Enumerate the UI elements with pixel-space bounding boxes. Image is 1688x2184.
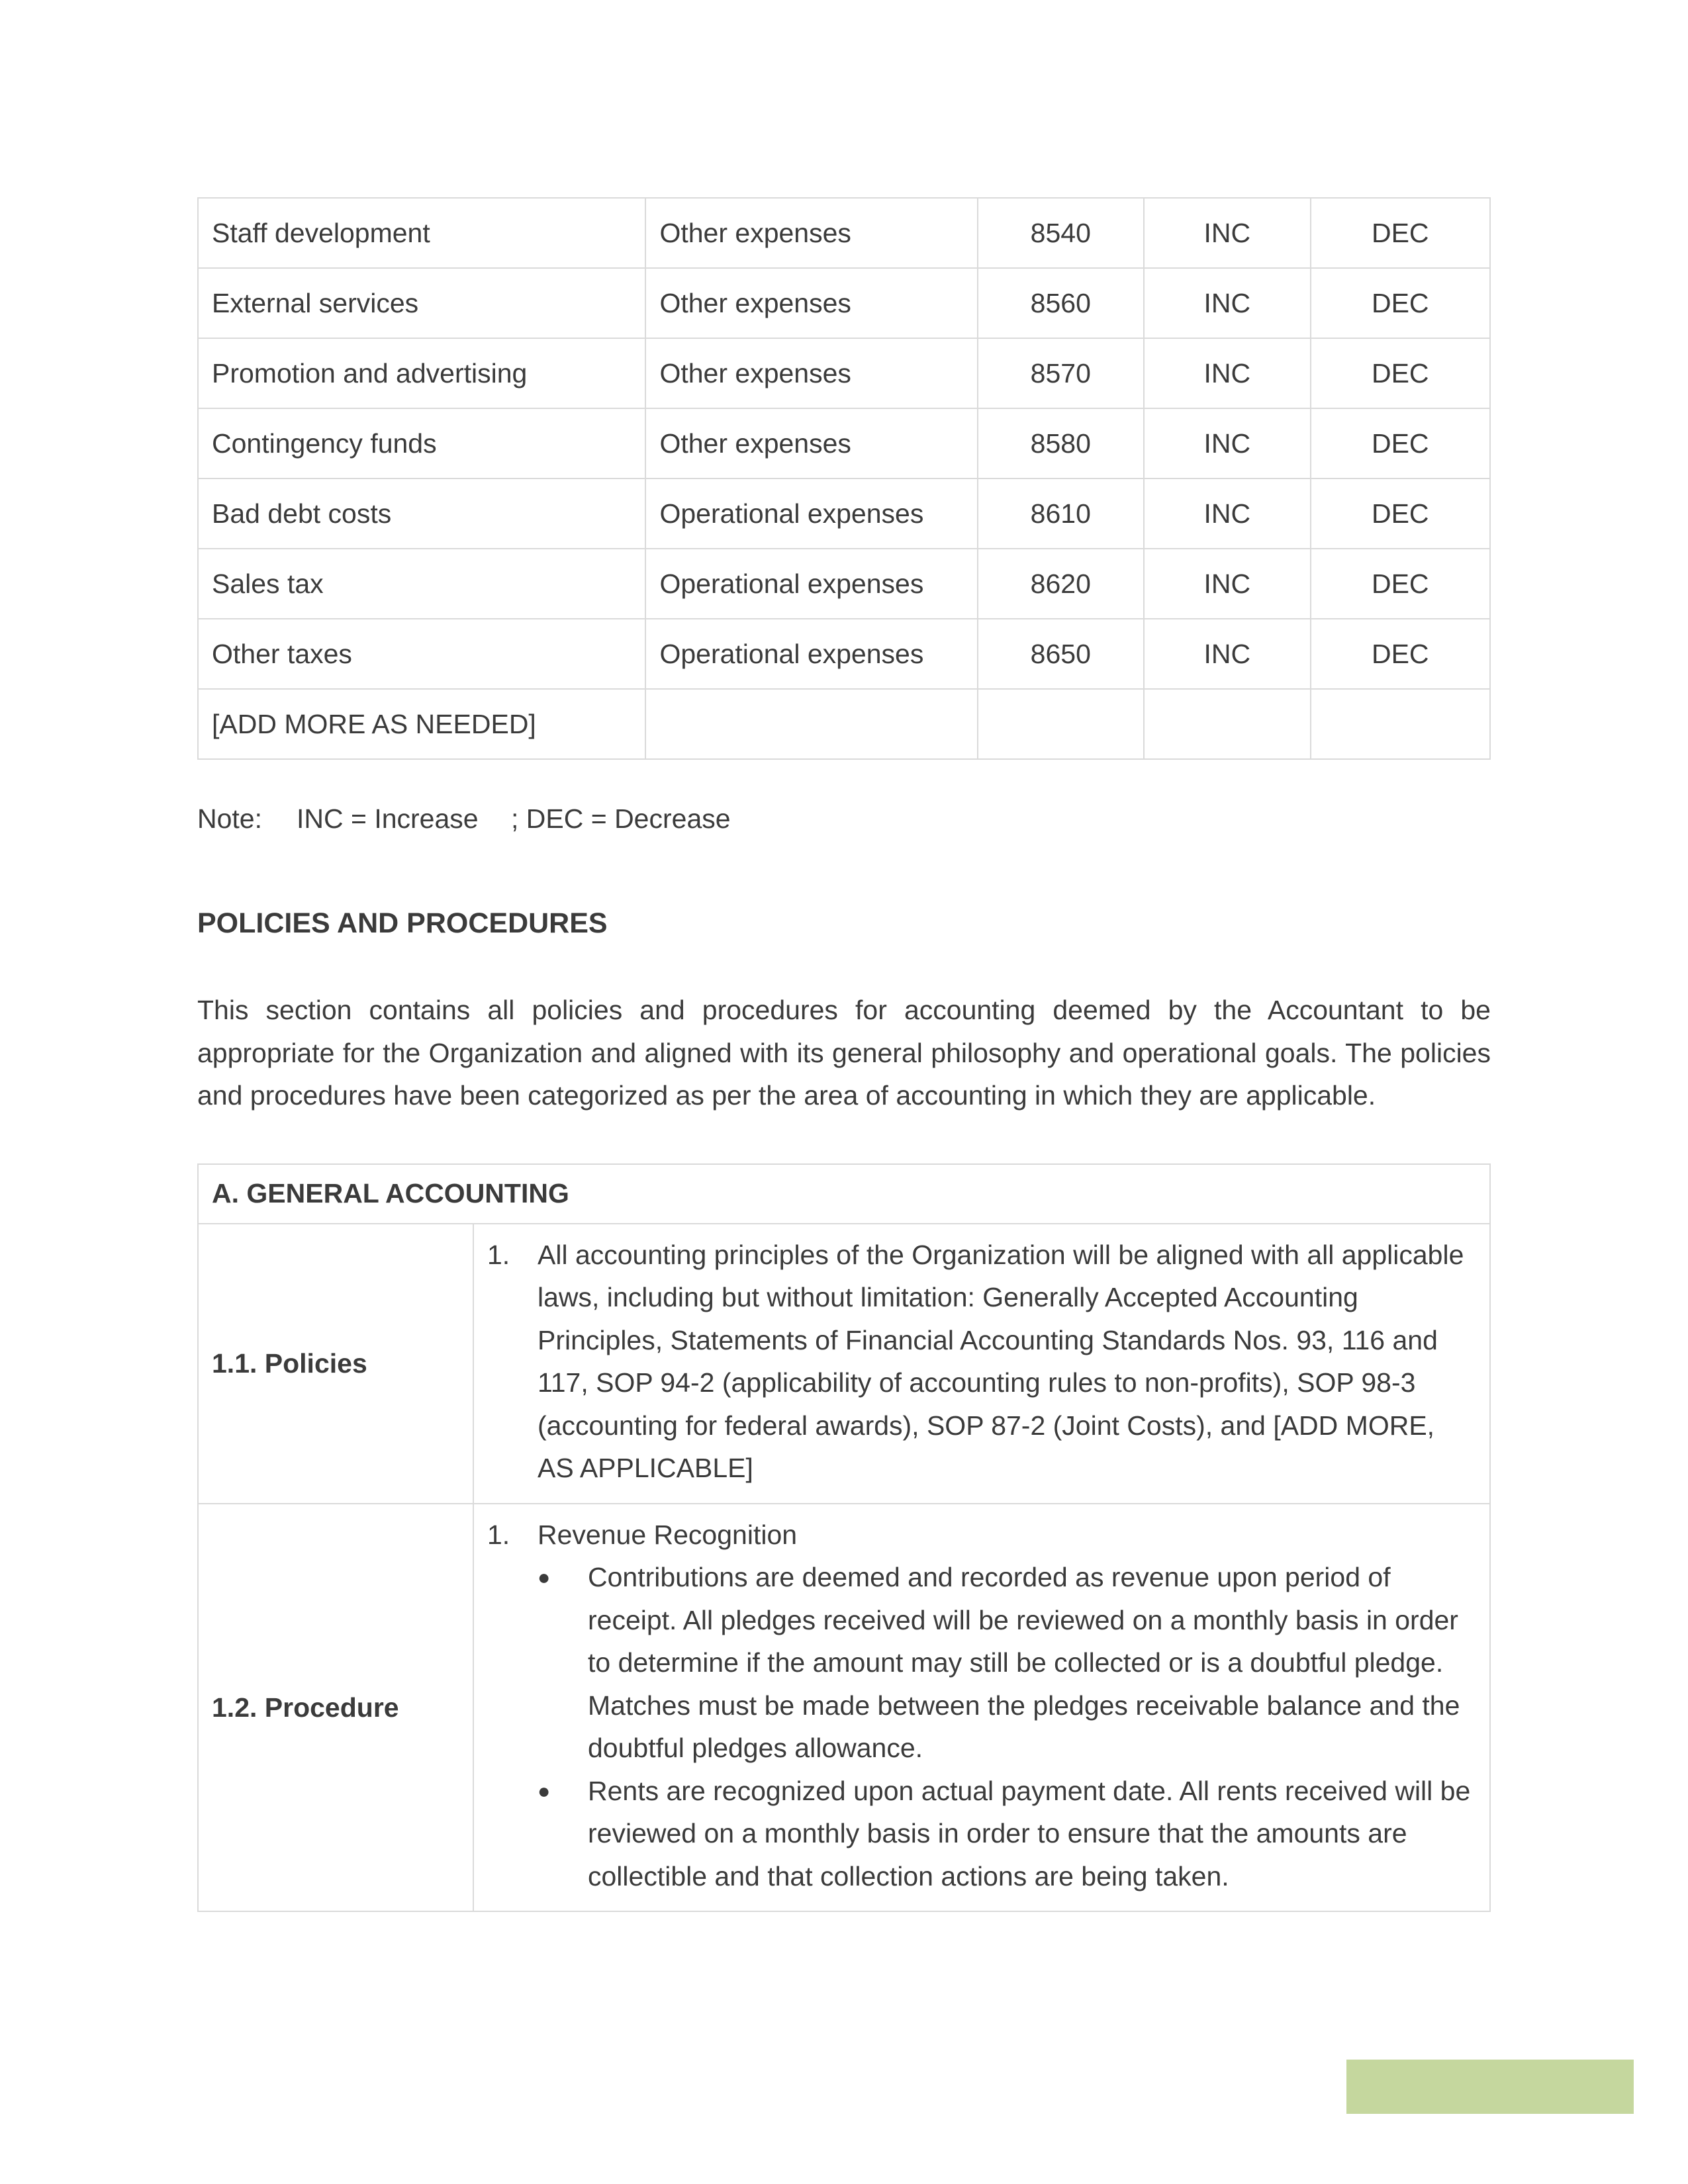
table-row: [198, 478, 1490, 549]
account-name-cell: [ADD MORE AS NEEDED]: [198, 689, 645, 759]
account-code-cell: 8540: [978, 198, 1145, 268]
footer-accent-bar: [1346, 2060, 1634, 2114]
policies-content: [473, 1224, 1490, 1504]
account-category-cell: Other expenses: [645, 408, 977, 478]
account-code-cell: 8580: [978, 408, 1145, 478]
credit-effect-cell: DEC: [1311, 549, 1490, 619]
procedure-title: Revenue Recognition: [538, 1519, 798, 1550]
procedure-row: [198, 1504, 1490, 1912]
bullet-text: Contributions are deemed and recorded as revenue upon period of receipt. All pledges received will be reviewed on a monthly basis in order to determine if the amount may still be collected or is a doubtful pledge. Matches must be made between the pledges receivable balance and the doubtful pledges allowance.: [588, 1562, 1460, 1763]
debit-effect-cell: INC: [1144, 338, 1310, 408]
table-row: [198, 338, 1490, 408]
numbered-list-item: [487, 1234, 1476, 1490]
account-category-cell: [645, 689, 977, 759]
account-category-cell: Other expenses: [645, 338, 977, 408]
general-accounting-table: [197, 1163, 1491, 1913]
account-name-cell: Bad debt costs: [198, 478, 645, 549]
document-page: [197, 197, 1491, 1912]
credit-effect-cell: DEC: [1311, 619, 1490, 689]
numbered-list-item: [487, 1514, 1476, 1898]
account-category-cell: Other expenses: [645, 198, 977, 268]
policies-row: [198, 1224, 1490, 1504]
table-note: [197, 803, 1491, 835]
table-header-row: [198, 1164, 1490, 1224]
debit-effect-cell: [1144, 689, 1310, 759]
debit-effect-cell: INC: [1144, 268, 1310, 338]
policies-label: 1.1. Policies: [198, 1224, 473, 1504]
account-category-cell: Operational expenses: [645, 478, 977, 549]
procedure-label: 1.2. Procedure: [198, 1504, 473, 1912]
bullet-text: Rents are recognized upon actual payment date. All rents received will be reviewed on a monthly basis in order to ensure that the amounts are collectible and that collection actions are being taken.: [588, 1775, 1471, 1891]
debit-effect-cell: INC: [1144, 198, 1310, 268]
debit-effect-cell: INC: [1144, 478, 1310, 549]
account-code-cell: 8650: [978, 619, 1145, 689]
credit-effect-cell: DEC: [1311, 268, 1490, 338]
section-intro-paragraph: This section contains all policies and procedures for accounting deemed by the Accountant to be appropriate for the Organization and aligned with its general philosophy and operational goals. The policies and procedures have been categorized as per the area of accounting in which they are applicable.: [197, 995, 1491, 1111]
account-category-cell: Operational expenses: [645, 619, 977, 689]
account-category-cell: Operational expenses: [645, 549, 977, 619]
note-dec-definition: ; DEC = Decrease: [511, 803, 731, 834]
list-number: 1.: [487, 1239, 510, 1270]
debit-effect-cell: INC: [1144, 619, 1310, 689]
table-row: [198, 408, 1490, 478]
account-name-cell: Promotion and advertising: [198, 338, 645, 408]
credit-effect-cell: DEC: [1311, 408, 1490, 478]
account-category-cell: Other expenses: [645, 268, 977, 338]
list-number: 1.: [487, 1519, 510, 1550]
account-name-cell: Staff development: [198, 198, 645, 268]
account-name-cell: External services: [198, 268, 645, 338]
account-code-cell: [978, 689, 1145, 759]
credit-effect-cell: DEC: [1311, 198, 1490, 268]
note-label: Note:: [197, 803, 262, 834]
account-name-cell: Contingency funds: [198, 408, 645, 478]
table-row: [198, 549, 1490, 619]
accounts-table-body: [198, 198, 1490, 759]
account-name-cell: Sales tax: [198, 549, 645, 619]
table-row: [198, 268, 1490, 338]
table-header-cell: A. GENERAL ACCOUNTING: [198, 1164, 1490, 1224]
bullet-icon: ●: [538, 1778, 551, 1803]
account-code-cell: 8620: [978, 549, 1145, 619]
note-inc-definition: INC = Increase: [297, 803, 479, 834]
account-code-cell: 8610: [978, 478, 1145, 549]
procedure-content: [473, 1504, 1490, 1912]
table-row: [198, 619, 1490, 689]
section-heading: POLICIES AND PROCEDURES: [197, 907, 608, 939]
bullet-item: [538, 1556, 1476, 1770]
account-code-cell: 8560: [978, 268, 1145, 338]
bullet-item: [538, 1770, 1476, 1898]
credit-effect-cell: DEC: [1311, 338, 1490, 408]
table-row: [198, 198, 1490, 268]
credit-effect-cell: DEC: [1311, 478, 1490, 549]
debit-effect-cell: INC: [1144, 408, 1310, 478]
table-row: [198, 689, 1490, 759]
policy-text: All accounting principles of the Organization will be aligned with all applicable laws, including but without limitation: Generally Accepted Accounting Principles, Statements of Financial Accounting Standards Nos. 93, 116 and 117, SOP 94-2 (applicability of accounting rules to non-profits), SOP 98-3 (accounting for federal awards), SOP 87-2 (Joint Costs), and [ADD MORE, AS APPLICABLE]: [538, 1239, 1464, 1483]
account-name-cell: Other taxes: [198, 619, 645, 689]
credit-effect-cell: [1311, 689, 1490, 759]
bullet-icon: ●: [538, 1565, 551, 1589]
account-code-cell: 8570: [978, 338, 1145, 408]
accounts-table: [197, 197, 1491, 760]
debit-effect-cell: INC: [1144, 549, 1310, 619]
